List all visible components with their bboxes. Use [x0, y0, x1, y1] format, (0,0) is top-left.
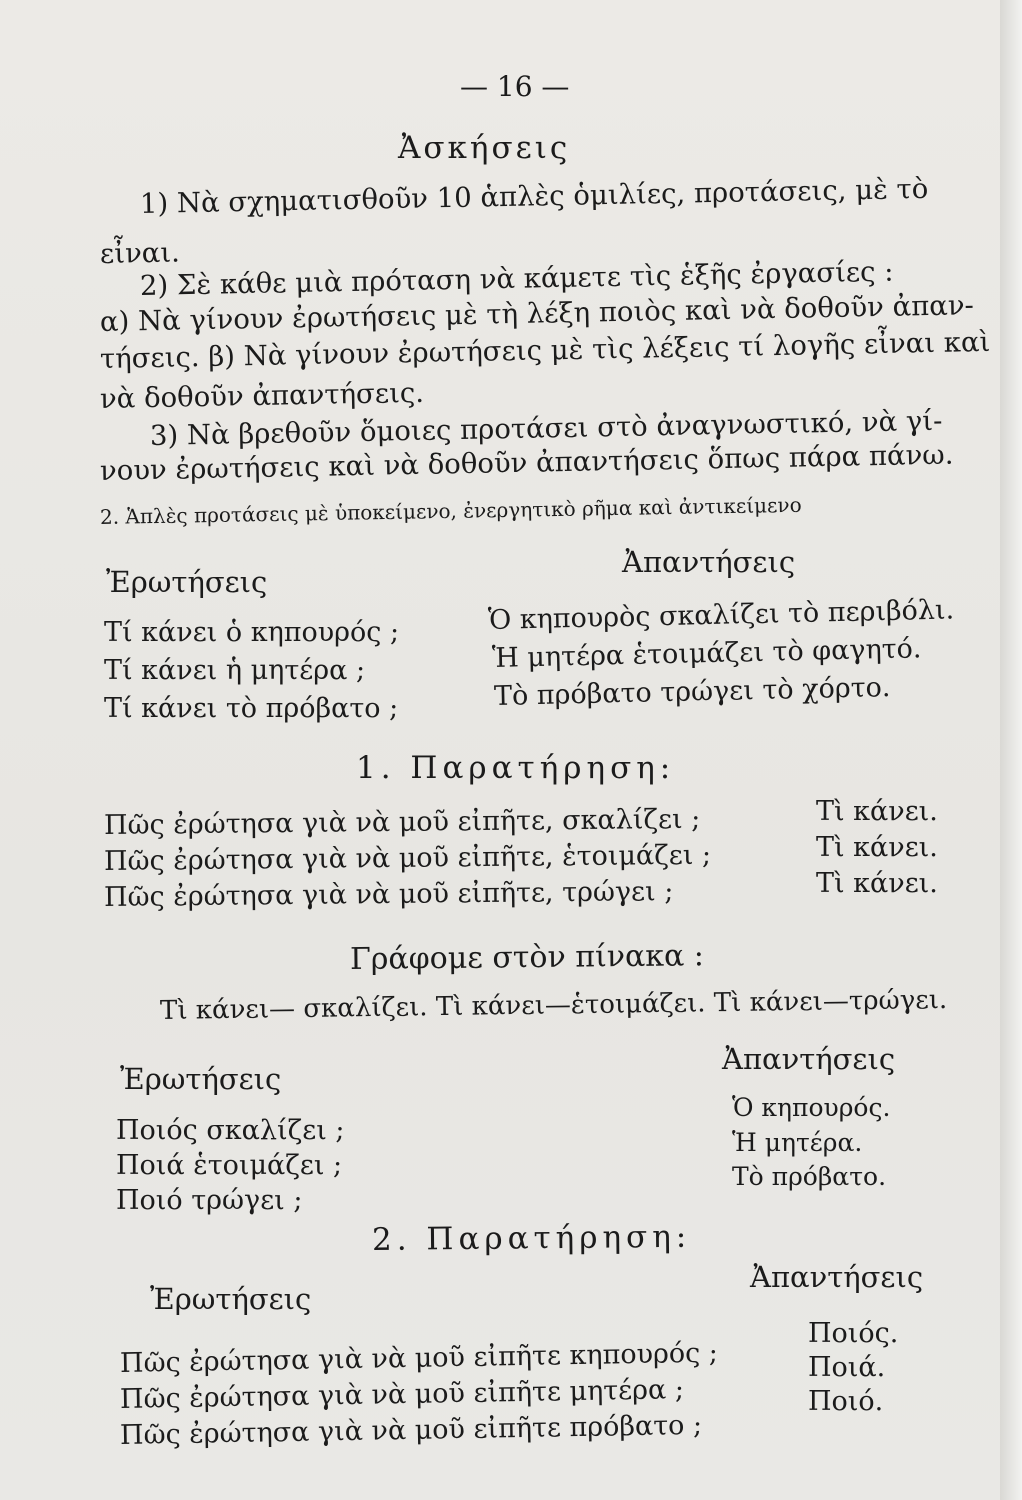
question-line: Ποιός σκαλίζει ; — [116, 1115, 345, 1146]
observation-line: Πῶς ἐρώτησα γιὰ νὰ μοῦ εἰπῆτε, ἑτοιμάζει ; — [103, 839, 712, 877]
observation-line: Πῶς ἐρώτησα γιὰ νὰ μοῦ εἰπῆτε, τρώγει ; — [103, 876, 674, 913]
exercise-line: τήσεις. β) Νὰ γίνουν ἐρωτήσεις μὲ τὶς λέξεις τί λογῆς εἶναι καὶ — [99, 325, 991, 375]
question-line: Τί κάνει τὸ πρόβατο ; — [104, 693, 399, 724]
question-line: Τί κάνει ὁ κηπουρός ; — [104, 617, 400, 648]
observation-2-title: 2. Παρατήρηση: — [371, 1218, 692, 1258]
observation-answer: Ποιά. — [808, 1352, 886, 1383]
observation-answer: Ποιό. — [808, 1386, 884, 1417]
answers-header: Ἀπαντήσεις — [750, 1260, 924, 1294]
observation-line: Πῶς ἐρώτησα γιὰ νὰ μοῦ εἰπῆτε πρόβατο ; — [119, 1409, 703, 1451]
answers-header: Ἀπαντήσεις — [622, 545, 796, 579]
board-title: Γράφομε στὸν πίνακα : — [349, 938, 705, 977]
exercise-line: 2) Σὲ κάθε μιὰ πρόταση νὰ κάμετε τὶς ἑξῆς ἐργασίες : — [139, 255, 894, 302]
observation-line: Πῶς ἐρώτησα γιὰ νὰ μοῦ εἰπῆτε κηπουρός ; — [119, 1337, 719, 1379]
answer-line: Ὁ κηπουρός. — [732, 1093, 891, 1122]
questions-header: Ἐρωτήσεις — [106, 565, 268, 599]
exercise-line: νουν ἐρωτήσεις καὶ νὰ δοθοῦν ἀπαντήσεις ὅπως πάρα πάνω. — [99, 438, 954, 487]
section-title: 2. Ἁπλὲς προτάσεις μὲ ὑποκείμενο, ἐνεργητικὸ ρῆμα καὶ ἀντικείμενο — [99, 492, 802, 529]
exercise-line: εἶναι. — [99, 236, 181, 270]
observation-answer: Ποιός. — [808, 1318, 899, 1349]
question-line: Ποιά ἑτοιμάζει ; — [116, 1150, 343, 1181]
observation-line: Πῶς ἐρώτησα γιὰ νὰ μοῦ εἰπῆτε μητέρα ; — [119, 1374, 685, 1415]
answers-header: Ἀπαντήσεις — [722, 1042, 896, 1076]
questions-header: Ἐρωτήσεις — [120, 1062, 282, 1096]
observation-answer: Τὶ κάνει. — [816, 796, 938, 827]
observation-line: Πῶς ἐρώτησα γιὰ νὰ μοῦ εἰπῆτε, σκαλίζει ; — [103, 803, 701, 841]
answer-line: Τὸ πρόβατο τρώγει τὸ χόρτο. — [493, 672, 891, 712]
question-line: Τί κάνει ἡ μητέρα ; — [104, 655, 366, 686]
observation-1-title: 1. Παρατήρηση: — [356, 750, 676, 786]
exercise-line: νὰ δοθοῦν ἀπαντήσεις. — [99, 376, 425, 415]
observation-answer: Τὶ κάνει. — [816, 832, 938, 863]
observation-answer: Τὶ κάνει. — [816, 868, 938, 899]
exercise-line: α) Νὰ γίνουν ἐρωτήσεις μὲ τὴ λέξη ποιὸς καὶ νὰ δοθοῦν ἀπαν- — [99, 289, 975, 338]
exercise-line: 3) Νὰ βρεθοῦν ὅμοιες προτάσει στὸ ἀναγνωστικό, νὰ γί- — [149, 404, 943, 452]
page-edge — [1000, 0, 1022, 1500]
page-number: — 16 — — [460, 70, 570, 103]
answer-line: Τὸ πρόβατο. — [732, 1162, 887, 1191]
question-line: Ποιό τρώγει ; — [116, 1185, 303, 1216]
answer-line: Ὁ κηπουρὸς σκαλίζει τὸ περιβόλι. — [487, 594, 955, 636]
questions-header: Ἐρωτήσεις — [150, 1282, 312, 1316]
board-line: Τὶ κάνει— σκαλίζει. Τὶ κάνει—ἑτοιμάζει. Τὶ κάνει—τρώγει. — [159, 985, 948, 1026]
exercises-heading: Ἀσκήσεις — [398, 130, 571, 166]
answer-line: Ἡ μητέρα. — [732, 1128, 863, 1157]
exercise-line: 1) Νὰ σχηματισθοῦν 10 ἁπλὲς ὁμιλίες, προτάσεις, μὲ τὸ — [139, 172, 929, 220]
answer-line: Ἡ μητέρα ἑτοιμάζει τὸ φαγητό. — [491, 633, 922, 674]
